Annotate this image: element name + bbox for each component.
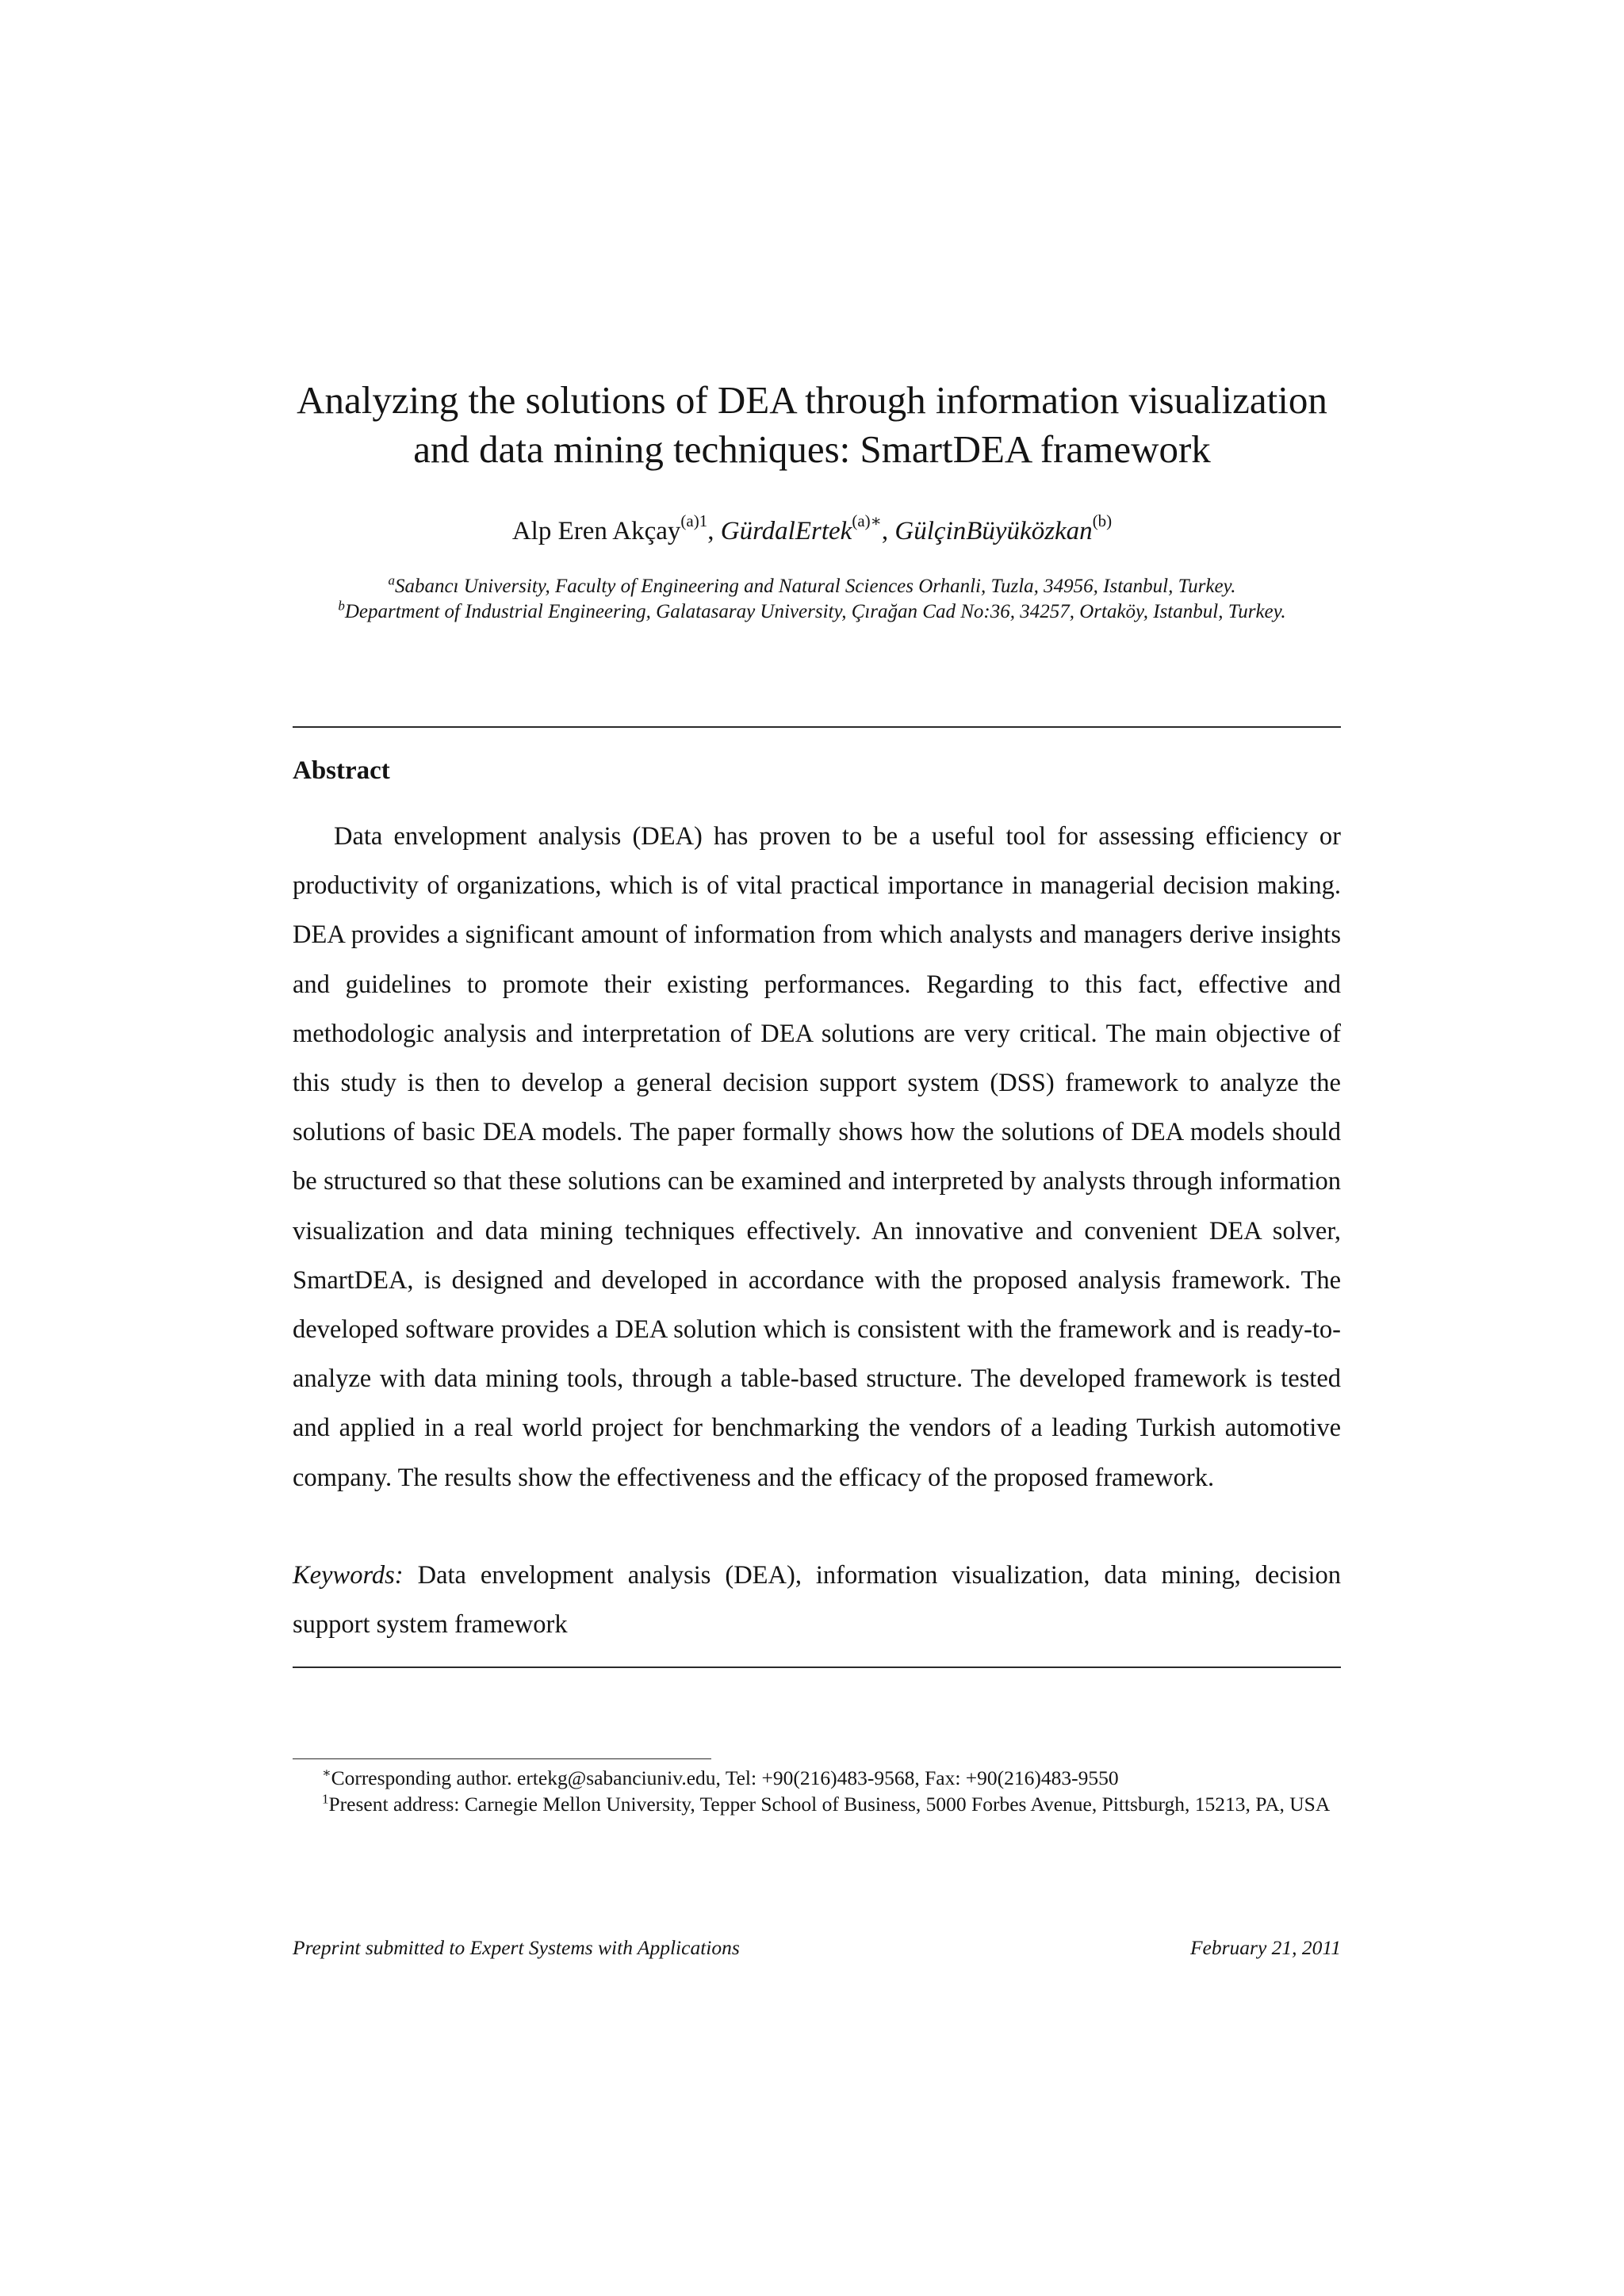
author-mark: (b) xyxy=(1092,511,1113,530)
footnote-text: Corresponding author. ertekg@sabanciuniv.edu, Tel: +90(216)483-9568, Fax: +90(216)483-9550 xyxy=(331,1766,1119,1789)
preprint-note: Preprint submitted to Expert Systems with Applications xyxy=(293,1936,740,1959)
abstract-heading: Abstract xyxy=(293,756,390,785)
author-name: GülçinBüyüközkan xyxy=(894,517,1093,545)
affiliation-text: Sabancı University, Faculty of Engineering and Natural Sciences Orhanli, Tuzla, 34956, Istanbul, Turkey. xyxy=(394,576,1236,597)
author-mark: (a)1 xyxy=(680,511,708,530)
paper-title-line-1: Analyzing the solutions of DEA through information visualization xyxy=(297,378,1327,422)
author-list: Alp Eren Akçay$^{(a)1}$, GürdalErtek$^{(a)∗}$, GülçinBüyüközkan$^{(b)}$ xyxy=(511,511,1113,545)
abstract-body: Data envelopment analysis (DEA) has proven to be a useful tool for assessing efficiency or productivity of organizations, which is of vital practical importance in managerial decision making. DEA provides a significant amount of information from which analysts and managers derive insights and guidelines to promote their existing performances. Regarding to this fact, effective and methodologic analysis and interpretation of DEA solutions are very critical. The main objective of this study is then to develop a general decision support system (DSS) framework to analyze the solutions of basic DEA models. The paper formally shows how the solutions of DEA models should be structured so that these solutions can be examined and interpreted by analysts through information visualization and data mining techniques effectively. An innovative and convenient DEA solver, SmartDEA, is designed and developed in accordance with the proposed analysis framework. The developed software provides a DEA solution which is consistent with the framework and is ready-to-analyze with data mining tools, through a table-based structure. The developed framework is tested and applied in a real world project for benchmarking the vendors of a leading Turkish automotive company. The results show the effectiveness and the efficacy of the proposed framework. xyxy=(293,822,1341,1492)
abstract-bottom-rule xyxy=(293,1667,1341,1668)
footnote xyxy=(293,1791,1341,1817)
keywords-label: Keywords: xyxy=(293,1561,404,1590)
paper-title-line-2: and data mining techniques: SmartDEA framework xyxy=(413,427,1211,471)
keywords-text: Data envelopment analysis (DEA), information visualization, data mining, decision support system framework xyxy=(293,1561,1341,1640)
abstract-top-rule xyxy=(293,726,1341,728)
preprint-date: February 21, 2011 xyxy=(1189,1936,1341,1959)
affiliation-mark: a xyxy=(388,572,395,588)
affiliation xyxy=(238,574,1386,599)
author-name: GürdalErtek xyxy=(720,517,852,545)
footnote-rule xyxy=(293,1758,711,1759)
affiliation xyxy=(238,599,1386,625)
footnote xyxy=(293,1765,1341,1791)
affiliation-text: Department of Industrial Engineering, Galatasaray University, Çırağan Cad No:36, 34257, Ortaköy, Istanbul, Turkey. xyxy=(344,601,1286,622)
keywords xyxy=(293,1551,1341,1649)
footnote-mark: ∗ xyxy=(322,1765,331,1781)
footnote-text: Present address: Carnegie Mellon University, Tepper School of Business, 5000 Forbes Avenue, Pittsburgh, 15213, PA, USA xyxy=(328,1793,1331,1816)
author-mark: (a)∗ xyxy=(852,511,882,530)
affiliation-mark: b xyxy=(338,598,345,614)
author-name: Alp Eren Akçay xyxy=(511,517,681,545)
footnote-mark: 1 xyxy=(322,1791,329,1807)
